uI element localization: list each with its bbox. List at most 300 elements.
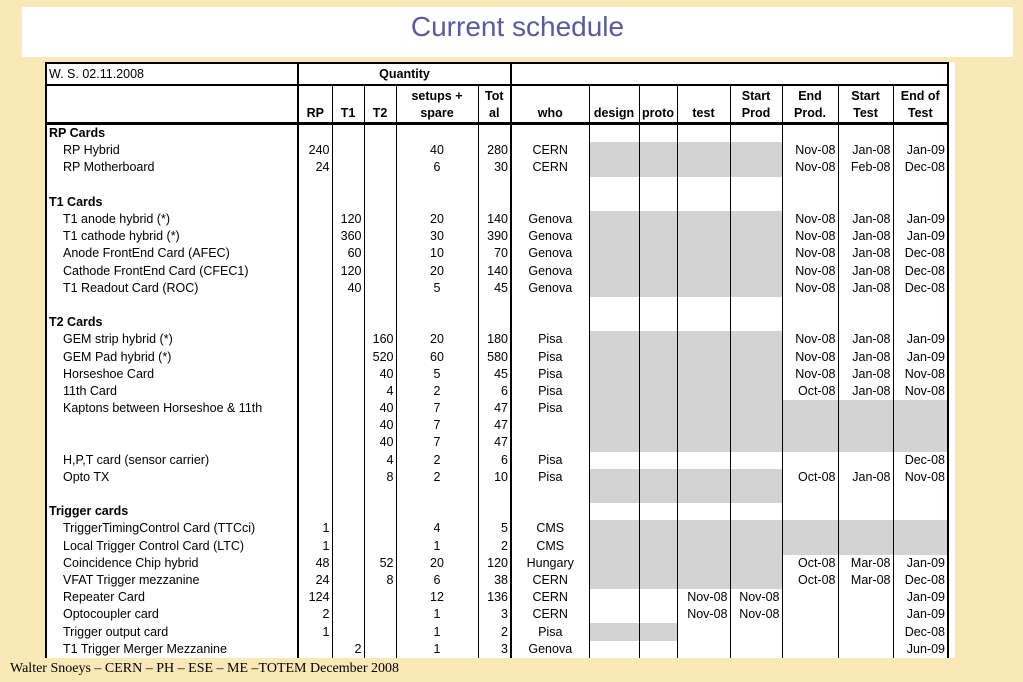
proto-cell [639, 297, 677, 314]
who-cell [511, 486, 589, 503]
test-cell: Nov-08 [677, 589, 730, 606]
end-test-cell: Jan-09 [893, 211, 948, 228]
end-prod-header-line2: Prod. [794, 106, 826, 120]
end-prod-cell: Nov-08 [782, 348, 838, 365]
total-cell: 30 [478, 159, 511, 176]
proto-cell [639, 538, 677, 555]
setups-cell: 1 [396, 623, 478, 640]
rp-cell: 240 [298, 142, 332, 159]
rp-cell [298, 434, 332, 451]
t1-cell [332, 452, 364, 469]
start-prod-cell [730, 142, 782, 159]
setups-cell: 7 [396, 400, 478, 417]
design-cell [589, 263, 639, 280]
rp-cell: 24 [298, 159, 332, 176]
table-row [46, 452, 948, 469]
total-cell: 47 [478, 434, 511, 451]
design-cell [589, 555, 639, 572]
t1-cell [332, 177, 364, 194]
end-prod-cell [782, 641, 838, 658]
setups-cell: 2 [396, 383, 478, 400]
who-cell: Genova [511, 263, 589, 280]
end-test-cell: Jan-09 [893, 142, 948, 159]
t2-cell [364, 263, 396, 280]
design-cell [589, 142, 639, 159]
proto-cell [639, 469, 677, 486]
start-test-cell: Jan-08 [838, 383, 893, 400]
start-test-cell [838, 538, 893, 555]
start-test-cell [838, 417, 893, 434]
t2-cell [364, 194, 396, 211]
start-test-cell [838, 486, 893, 503]
t2-cell: 40 [364, 400, 396, 417]
header-row-columns [46, 85, 948, 124]
start-test-col-header [838, 85, 893, 124]
who-cell: Genova [511, 228, 589, 245]
who-cell: CERN [511, 142, 589, 159]
item-name-cell: Local Trigger Control Card (LTC) [46, 538, 298, 555]
who-cell: Pisa [511, 331, 589, 348]
start-test-cell: Jan-08 [838, 263, 893, 280]
test-cell [677, 228, 730, 245]
end-prod-cell [782, 434, 838, 451]
end-test-cell [893, 297, 948, 314]
end-prod-cell [782, 520, 838, 537]
test-cell [677, 538, 730, 555]
start-test-cell [838, 520, 893, 537]
test-cell [677, 331, 730, 348]
end-prod-cell [782, 452, 838, 469]
setups-cell: 6 [396, 572, 478, 589]
proto-cell [639, 348, 677, 365]
test-cell [677, 572, 730, 589]
item-name-cell [46, 434, 298, 451]
t1-cell [332, 503, 364, 520]
section-row [46, 124, 948, 143]
start-prod-cell [730, 520, 782, 537]
start-prod-cell [730, 503, 782, 520]
setups-cell: 1 [396, 641, 478, 658]
t1-cell [332, 572, 364, 589]
end-test-cell [893, 417, 948, 434]
setups-cell: 2 [396, 469, 478, 486]
start-prod-cell [730, 245, 782, 262]
end-prod-cell [782, 177, 838, 194]
design-cell [589, 452, 639, 469]
start-prod-cell [730, 538, 782, 555]
total-cell [478, 124, 511, 143]
end-test-cell: Jan-09 [893, 348, 948, 365]
who-cell [511, 177, 589, 194]
item-name-cell: Trigger output card [46, 623, 298, 640]
start-prod-col-header [730, 85, 782, 124]
end-prod-cell: Oct-08 [782, 383, 838, 400]
proto-cell [639, 263, 677, 280]
t2-cell: 40 [364, 366, 396, 383]
t1-cell [332, 331, 364, 348]
end-test-cell: Dec-08 [893, 245, 948, 262]
schedule-rows [46, 124, 948, 658]
t2-cell: 40 [364, 417, 396, 434]
test-cell [677, 641, 730, 658]
end-test-cell [893, 538, 948, 555]
proto-cell [639, 211, 677, 228]
setups-cell: 60 [396, 348, 478, 365]
rp-cell [298, 177, 332, 194]
start-prod-cell [730, 280, 782, 297]
item-name-cell: RP Motherboard [46, 159, 298, 176]
who-cell [511, 297, 589, 314]
table-row [46, 555, 948, 572]
end-prod-col-header [782, 85, 838, 124]
end-prod-cell: Nov-08 [782, 228, 838, 245]
test-cell [677, 503, 730, 520]
t2-cell: 8 [364, 572, 396, 589]
end-test-cell [893, 400, 948, 417]
proto-cell [639, 400, 677, 417]
start-prod-cell [730, 572, 782, 589]
t2-cell [364, 211, 396, 228]
setups-cell [396, 503, 478, 520]
start-prod-cell [730, 297, 782, 314]
test-cell [677, 177, 730, 194]
total-cell [478, 177, 511, 194]
item-name-cell [46, 297, 298, 314]
rp-cell: 1 [298, 623, 332, 640]
blank-row [46, 177, 948, 194]
end-prod-cell: Oct-08 [782, 572, 838, 589]
t1-cell [332, 159, 364, 176]
design-cell [589, 538, 639, 555]
t1-cell [332, 520, 364, 537]
design-cell [589, 520, 639, 537]
table-row [46, 280, 948, 297]
test-cell [677, 452, 730, 469]
design-cell [589, 297, 639, 314]
setups-cell: 2 [396, 452, 478, 469]
footer-credit: Walter Snoeys – CERN – PH – ESE – ME –TOTEM December 2008 [10, 661, 400, 676]
setups-cell: 30 [396, 228, 478, 245]
table-row [46, 245, 948, 262]
who-cell: Genova [511, 280, 589, 297]
rp-cell: 2 [298, 606, 332, 623]
design-cell [589, 434, 639, 451]
t2-cell [364, 589, 396, 606]
test-cell [677, 555, 730, 572]
setups-cell [396, 124, 478, 143]
setups-cell: 10 [396, 245, 478, 262]
t2-cell: 4 [364, 383, 396, 400]
t2-cell [364, 297, 396, 314]
test-cell [677, 142, 730, 159]
who-cell: Pisa [511, 348, 589, 365]
start-prod-cell [730, 469, 782, 486]
item-name-cell: Horseshoe Card [46, 366, 298, 383]
start-test-cell: Mar-08 [838, 572, 893, 589]
start-prod-header-line1: Start [741, 89, 771, 103]
proto-cell [639, 606, 677, 623]
end-prod-cell [782, 124, 838, 143]
t1-cell [332, 348, 364, 365]
who-cell [511, 503, 589, 520]
who-cell: CERN [511, 606, 589, 623]
test-cell [677, 194, 730, 211]
t1-cell: 120 [332, 263, 364, 280]
start-test-header-line1: Start [851, 89, 880, 103]
end-prod-cell [782, 503, 838, 520]
start-test-cell [838, 400, 893, 417]
setups-cell [396, 486, 478, 503]
section-label: Trigger cards [46, 503, 298, 520]
rp-cell [298, 297, 332, 314]
t1-cell [332, 194, 364, 211]
total-header-line2: al [489, 106, 500, 120]
section-label: T2 Cards [46, 314, 298, 331]
start-test-cell: Jan-08 [838, 245, 893, 262]
design-cell [589, 641, 639, 658]
who-cell [511, 124, 589, 143]
test-cell [677, 623, 730, 640]
design-cell [589, 589, 639, 606]
end-test-cell [893, 486, 948, 503]
who-cell: Hungary [511, 555, 589, 572]
table-row [46, 572, 948, 589]
item-name-cell: GEM strip hybrid (*) [46, 331, 298, 348]
rp-cell [298, 245, 332, 262]
start-test-cell [838, 434, 893, 451]
who-cell: Pisa [511, 383, 589, 400]
end-prod-cell: Nov-08 [782, 280, 838, 297]
setups-cell: 20 [396, 263, 478, 280]
design-cell [589, 572, 639, 589]
proto-cell [639, 194, 677, 211]
who-cell [511, 417, 589, 434]
t2-cell [364, 641, 396, 658]
end-test-header-line1: End of [900, 89, 940, 103]
design-cell [589, 400, 639, 417]
t2-cell [364, 159, 396, 176]
rp-cell [298, 263, 332, 280]
start-prod-cell [730, 211, 782, 228]
end-prod-cell [782, 589, 838, 606]
total-header-line1: Tot [484, 89, 504, 103]
setups-cell [396, 194, 478, 211]
t1-col-header: T1 [332, 85, 364, 124]
total-cell [478, 503, 511, 520]
end-prod-cell [782, 486, 838, 503]
table-row [46, 538, 948, 555]
header-row-top [46, 63, 948, 85]
setups-cell: 40 [396, 142, 478, 159]
proto-col-header: proto [639, 85, 677, 124]
t1-cell [332, 623, 364, 640]
t1-cell [332, 366, 364, 383]
proto-cell [639, 486, 677, 503]
table-row [46, 641, 948, 658]
end-test-cell [893, 177, 948, 194]
section-label: T1 Cards [46, 194, 298, 211]
rp-cell [298, 194, 332, 211]
item-name-cell: Kaptons between Horseshoe & 11th [46, 400, 298, 417]
design-cell [589, 469, 639, 486]
proto-cell [639, 589, 677, 606]
end-prod-cell: Nov-08 [782, 245, 838, 262]
setups-cell: 6 [396, 159, 478, 176]
item-name-cell: TriggerTimingControl Card (TTCci) [46, 520, 298, 537]
total-cell [478, 486, 511, 503]
design-cell [589, 348, 639, 365]
proto-cell [639, 555, 677, 572]
t1-cell [332, 606, 364, 623]
total-cell [478, 314, 511, 331]
start-prod-cell [730, 417, 782, 434]
end-test-cell: Jan-09 [893, 606, 948, 623]
who-cell [511, 194, 589, 211]
start-prod-cell [730, 314, 782, 331]
end-prod-cell: Oct-08 [782, 555, 838, 572]
start-prod-cell: Nov-08 [730, 606, 782, 623]
t1-cell [332, 314, 364, 331]
item-name-cell: Cathode FrontEnd Card (CFEC1) [46, 263, 298, 280]
rp-cell: 1 [298, 538, 332, 555]
start-test-cell [838, 297, 893, 314]
rp-cell [298, 641, 332, 658]
test-cell [677, 366, 730, 383]
table-row [46, 623, 948, 640]
test-cell [677, 348, 730, 365]
who-cell: Pisa [511, 452, 589, 469]
proto-cell [639, 434, 677, 451]
rp-cell [298, 211, 332, 228]
t2-cell: 40 [364, 434, 396, 451]
proto-cell [639, 142, 677, 159]
end-test-cell: Dec-08 [893, 280, 948, 297]
item-name-cell [46, 177, 298, 194]
table-row [46, 417, 948, 434]
t2-cell [364, 280, 396, 297]
start-prod-cell [730, 623, 782, 640]
end-test-cell: Jan-09 [893, 555, 948, 572]
start-test-cell [838, 124, 893, 143]
total-col-header [478, 85, 511, 124]
end-test-cell [893, 194, 948, 211]
table-row [46, 434, 948, 451]
rp-cell: 124 [298, 589, 332, 606]
rp-cell [298, 348, 332, 365]
total-cell: 180 [478, 331, 511, 348]
t2-cell [364, 486, 396, 503]
section-row [46, 194, 948, 211]
total-cell: 280 [478, 142, 511, 159]
start-prod-cell [730, 159, 782, 176]
end-test-cell: Jan-09 [893, 589, 948, 606]
rp-cell: 1 [298, 520, 332, 537]
end-prod-cell: Nov-08 [782, 263, 838, 280]
design-cell [589, 366, 639, 383]
t2-cell: 8 [364, 469, 396, 486]
item-col-header [46, 85, 298, 124]
rp-col-header: RP [298, 85, 332, 124]
test-cell [677, 297, 730, 314]
item-name-cell: Optocoupler card [46, 606, 298, 623]
total-cell: 3 [478, 641, 511, 658]
test-cell [677, 520, 730, 537]
table-row [46, 142, 948, 159]
start-test-cell: Jan-08 [838, 348, 893, 365]
setups-cell: 20 [396, 331, 478, 348]
t2-cell [364, 606, 396, 623]
start-prod-cell [730, 124, 782, 143]
setups-header-line1: setups + [411, 89, 463, 103]
start-prod-cell [730, 263, 782, 280]
total-cell: 2 [478, 538, 511, 555]
who-cell: Genova [511, 245, 589, 262]
end-prod-cell [782, 314, 838, 331]
proto-cell [639, 228, 677, 245]
total-cell: 70 [478, 245, 511, 262]
start-test-cell: Jan-08 [838, 280, 893, 297]
end-prod-cell [782, 606, 838, 623]
schedule-table [45, 62, 949, 658]
t1-cell [332, 469, 364, 486]
proto-cell [639, 366, 677, 383]
start-test-cell: Feb-08 [838, 159, 893, 176]
start-prod-cell [730, 177, 782, 194]
design-cell [589, 331, 639, 348]
item-name-cell: H,P,T card (sensor carrier) [46, 452, 298, 469]
who-cell: CERN [511, 589, 589, 606]
setups-cell: 12 [396, 589, 478, 606]
t1-cell: 360 [332, 228, 364, 245]
test-cell [677, 400, 730, 417]
total-cell [478, 297, 511, 314]
proto-cell [639, 280, 677, 297]
item-name-cell: Repeater Card [46, 589, 298, 606]
design-cell [589, 211, 639, 228]
who-cell: Pisa [511, 400, 589, 417]
item-name-cell [46, 486, 298, 503]
test-cell [677, 245, 730, 262]
design-cell [589, 159, 639, 176]
rp-cell [298, 400, 332, 417]
test-cell [677, 417, 730, 434]
test-cell [677, 383, 730, 400]
table-row [46, 211, 948, 228]
start-test-cell [838, 606, 893, 623]
who-cell: CERN [511, 159, 589, 176]
item-name-cell: Coincidence Chip hybrid [46, 555, 298, 572]
proto-cell [639, 124, 677, 143]
total-cell: 2 [478, 623, 511, 640]
end-prod-header-line1: End [798, 89, 822, 103]
rp-cell [298, 366, 332, 383]
end-prod-cell [782, 417, 838, 434]
setups-cell: 1 [396, 606, 478, 623]
setups-cell: 7 [396, 434, 478, 451]
end-test-cell: Nov-08 [893, 383, 948, 400]
proto-cell [639, 623, 677, 640]
section-label: RP Cards [46, 124, 298, 143]
end-prod-cell: Nov-08 [782, 142, 838, 159]
rp-cell [298, 331, 332, 348]
total-cell: 6 [478, 383, 511, 400]
total-cell: 5 [478, 520, 511, 537]
t2-cell: 520 [364, 348, 396, 365]
t2-cell [364, 314, 396, 331]
start-prod-cell [730, 228, 782, 245]
t1-cell [332, 486, 364, 503]
end-test-cell [893, 124, 948, 143]
